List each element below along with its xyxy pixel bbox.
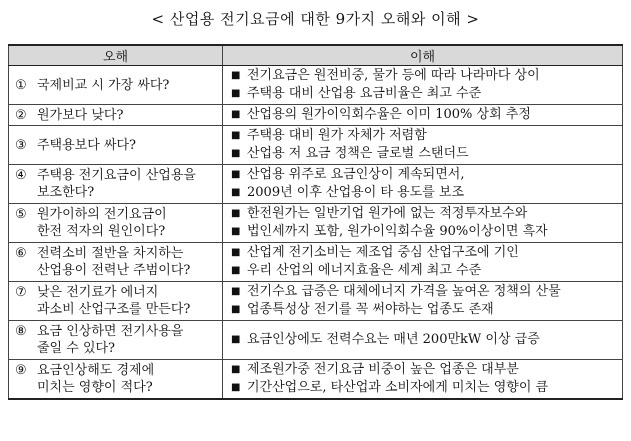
myth-cell: [9, 66, 223, 105]
truth-item: [229, 106, 616, 124]
truth-list: [229, 127, 616, 163]
truth-list: [229, 331, 616, 349]
truth-item: [229, 127, 616, 145]
truth-list: [229, 166, 616, 202]
myth-line: 미치는 영향이 적다?: [37, 380, 153, 395]
item-number: ②: [15, 107, 27, 123]
square-bullet-icon: ■: [231, 304, 241, 315]
square-bullet-icon: ■: [231, 334, 241, 345]
truth-item: [229, 379, 616, 397]
myth-line: 원가보다 낮다?: [37, 107, 124, 123]
truth-item: [229, 166, 616, 184]
myth-line: 보조한다?: [37, 185, 95, 200]
truth-text: 산업용 저 요금 정책은 글로벌 스탠더드: [247, 146, 469, 161]
item-number: ⑧: [15, 324, 27, 339]
myth-line: 국제비교 시 가장 싸다?: [37, 77, 170, 93]
square-bullet-icon: ■: [231, 286, 241, 297]
myth-cell: [9, 243, 223, 282]
table-row: [9, 165, 623, 204]
myth-text: [37, 167, 216, 201]
truth-item: [229, 67, 616, 85]
myth-line: 한전 적자의 원인이다?: [37, 224, 166, 239]
truth-text: 우리 산업의 에너지효율은 세계 최고 수준: [247, 263, 482, 278]
truth-cell: [223, 204, 623, 243]
table-row: [9, 243, 623, 282]
truth-text: 법인세까지 포함, 원가이익회수율 90%이상이면 흑자: [247, 224, 548, 239]
header-myth: 오해: [9, 45, 223, 66]
myth-text: [37, 284, 216, 318]
myth-line: 낮은 전기료가 에너지: [37, 285, 159, 300]
item-number: ⑥: [15, 246, 27, 261]
table-row: [9, 105, 623, 126]
truth-text: 업종특성상 전기를 꼭 써야하는 업종도 존재: [247, 302, 494, 317]
page-title: < 산업용 전기요금에 대한 9가지 오해와 이해 >: [151, 10, 480, 28]
truth-text: 산업용 위주로 요금인상이 계속되면서,: [247, 167, 465, 182]
truth-text: 전기수요 급증은 대체에너지 가격을 높여온 정책의 산물: [247, 284, 561, 299]
square-bullet-icon: ■: [231, 187, 241, 198]
square-bullet-icon: ■: [231, 109, 241, 120]
square-bullet-icon: ■: [231, 148, 241, 159]
square-bullet-icon: ■: [231, 208, 241, 219]
myth-text: [37, 107, 216, 124]
square-bullet-icon: ■: [231, 226, 241, 237]
myth-line: 주택용보다 싸다?: [37, 137, 137, 153]
item-number: ⑦: [15, 285, 27, 300]
table-row: [9, 126, 623, 165]
truth-text: 산업계 전기소비는 제조업 중심 산업구조에 기인: [247, 245, 519, 260]
truth-item: [229, 244, 616, 262]
item-number: ④: [15, 168, 27, 183]
item-number: ⑤: [15, 207, 27, 222]
myth-text: [37, 245, 216, 279]
table-row: [9, 282, 623, 321]
myth-cell: [9, 204, 223, 243]
item-number: ①: [15, 77, 27, 93]
truth-text: 전기요금은 원전비중, 물가 등에 따라 나라마다 상이: [247, 68, 540, 83]
table-row: [9, 204, 623, 243]
truth-item: [229, 85, 616, 103]
myth-line: 과소비 산업구조를 만든다?: [37, 302, 191, 317]
myth-truth-table: [8, 44, 623, 400]
truth-list: [229, 205, 616, 241]
myth-line: 요금 인상하면 전기사용을: [37, 324, 184, 339]
myth-text: [37, 206, 216, 240]
truth-cell: [223, 243, 623, 282]
square-bullet-icon: ■: [231, 382, 241, 393]
truth-text: 2009년 이후 산업용이 타 용도를 보조: [247, 185, 464, 200]
myth-cell: [9, 282, 223, 321]
square-bullet-icon: ■: [231, 364, 241, 375]
myth-cell: [9, 360, 223, 400]
truth-item: [229, 205, 616, 223]
myth-cell: [9, 165, 223, 204]
truth-cell: [223, 321, 623, 360]
truth-list: [229, 67, 616, 103]
truth-list: [229, 283, 616, 319]
truth-cell: [223, 105, 623, 126]
table-row: [9, 360, 623, 400]
table-row: [9, 321, 623, 360]
truth-cell: [223, 165, 623, 204]
truth-text: 산업용의 원가이익회수율은 이미 100% 상회 추정: [247, 107, 531, 122]
myth-text: [37, 362, 216, 396]
truth-text: 기간산업으로, 타산업과 소비자에게 미치는 영향이 큼: [247, 380, 549, 395]
truth-item: [229, 361, 616, 379]
square-bullet-icon: ■: [231, 88, 241, 99]
truth-text: 요금인상에도 전력수요는 매년 200만kW 이상 급증: [247, 332, 540, 347]
truth-item: [229, 262, 616, 280]
myth-line: 줄일 수 있다?: [37, 341, 116, 356]
truth-list: [229, 244, 616, 280]
truth-item: [229, 331, 616, 349]
myth-cell: [9, 126, 223, 165]
myth-text: [37, 323, 216, 357]
header-truth: 이해: [223, 45, 623, 66]
truth-cell: [223, 66, 623, 105]
myth-text: [37, 137, 216, 154]
truth-item: [229, 223, 616, 241]
truth-item: [229, 184, 616, 202]
square-bullet-icon: ■: [231, 70, 241, 81]
myth-line: 전력소비 절반을 차지하는: [37, 246, 184, 261]
myth-cell: [9, 321, 223, 360]
myth-line: 주택용 전기요금이 산업용을: [37, 168, 196, 183]
myth-line: 원가이하의 전기요금이: [37, 207, 167, 222]
truth-list: [229, 106, 616, 124]
myth-line: 요금인상해도 경제에: [37, 363, 155, 378]
myth-line: 산업용이 전력난 주범이다?: [37, 263, 191, 278]
truth-item: [229, 145, 616, 163]
truth-text: 제조원가중 전기요금 비중이 높은 업종은 대부분: [247, 362, 519, 377]
square-bullet-icon: ■: [231, 130, 241, 141]
truth-list: [229, 361, 616, 397]
myth-cell: [9, 105, 223, 126]
square-bullet-icon: ■: [231, 265, 241, 276]
truth-cell: [223, 360, 623, 400]
item-number: ⑨: [15, 363, 27, 378]
square-bullet-icon: ■: [231, 247, 241, 258]
item-number: ③: [15, 137, 27, 153]
myth-text: [37, 77, 216, 94]
truth-item: [229, 283, 616, 301]
square-bullet-icon: ■: [231, 169, 241, 180]
truth-text: 한전원가는 일반기업 원가에 없는 적정투자보수와: [247, 206, 528, 221]
truth-item: [229, 301, 616, 319]
truth-text: 주택용 대비 원가 자체가 저렴함: [247, 128, 427, 143]
truth-cell: [223, 126, 623, 165]
table-row: [9, 66, 623, 105]
table-header-row: [9, 45, 623, 66]
truth-cell: [223, 282, 623, 321]
truth-text: 주택용 대비 산업용 요금비율은 최고 수준: [247, 86, 482, 101]
